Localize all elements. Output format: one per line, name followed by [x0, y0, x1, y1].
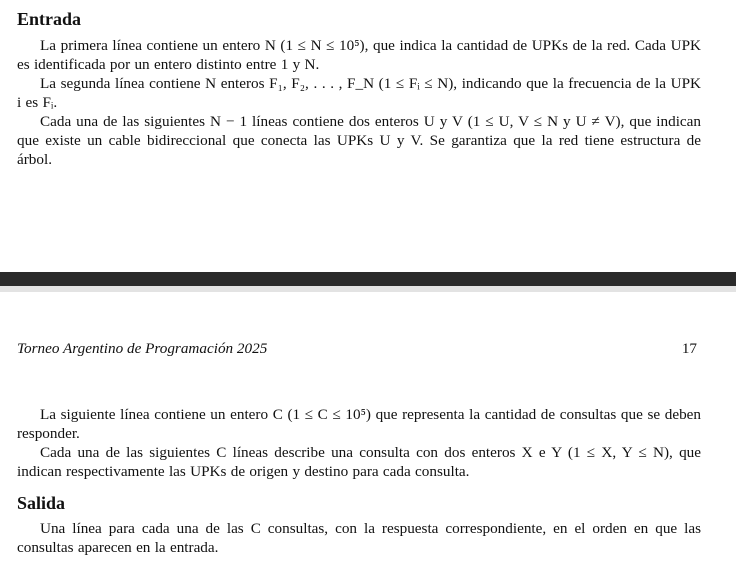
running-header — [17, 340, 697, 360]
paragraph-query-lines: Cada una de las siguientes C líneas describe una consulta con dos enteros X e Y (1 ≤ X, Y ≤ N), que indican respectivamente las UPKs de origen y destino para cada consulta. — [17, 444, 701, 480]
page-number: 17 — [681, 340, 697, 357]
paragraph-output: Una línea para cada una de las C consultas, con la respuesta correspondiente, en el orden en que las consultas aparecen en la entrada. — [17, 520, 701, 556]
paragraph-edges: Cada una de las siguientes N − 1 líneas contiene dos enteros U y V (1 ≤ U, V ≤ N y U ≠ V), que indican que existe un cable bidireccional que conecta las UPKs U y V. Se garantiza que la red tiene estructura de árbol. — [17, 113, 701, 168]
salida-body — [17, 519, 701, 557]
page-separator — [0, 272, 736, 286]
paragraph-query-count: La siguiente línea contiene un entero C (1 ≤ C ≤ 10⁵) que representa la cantidad de consultas que se deben responder. — [17, 406, 701, 442]
section-heading-entrada: Entrada — [17, 9, 82, 29]
entrada-body — [17, 36, 701, 169]
header-title: Torneo Argentino de Programación 2025 — [17, 340, 268, 357]
section-heading-salida: Salida — [17, 493, 66, 513]
queries-body — [17, 405, 701, 481]
paragraph-second-line: La segunda línea contiene N enteros F₁, F₂, . . . , F_N (1 ≤ Fᵢ ≤ N), indicando que la frecuencia de la UPK i es Fᵢ. — [17, 75, 701, 111]
paragraph-first-line: La primera línea contiene un entero N (1 ≤ N ≤ 10⁵), que indica la cantidad de UPKs de la red. Cada UPK es identificada por un entero distinto entre 1 y N. — [17, 37, 701, 73]
